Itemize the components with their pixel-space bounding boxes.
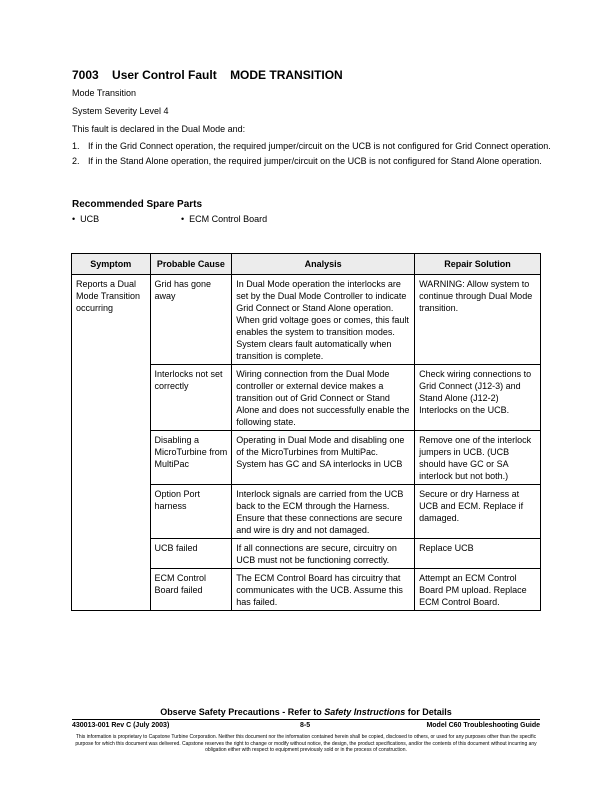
intro-text: This fault is declared in the Dual Mode and: xyxy=(72,124,246,134)
column-header-cause: Probable Cause xyxy=(150,254,232,275)
cause-cell: Disabling a MicroTurbine from MultiPac xyxy=(150,431,232,485)
analysis-cell: If all connections are secure, circuitry on UCB must not be functioning correctly. xyxy=(232,539,415,569)
fault-title xyxy=(72,68,343,82)
repair-cell: Secure or dry Harness at UCB and ECM. Replace if damaged. xyxy=(415,485,541,539)
fault-code: 7003 xyxy=(72,68,99,82)
fault-subtitle: Mode Transition xyxy=(72,88,137,98)
footer-page-number: 8-5 xyxy=(300,722,311,729)
table-header-row xyxy=(72,254,541,275)
cause-cell: Option Port harness xyxy=(150,485,232,539)
safety-instructions-ref: Safety Instructions xyxy=(324,707,406,717)
list-item: 1. If in the Grid Connect operation, the required jumper/circuit on the UCB is not configured for Grid Connect operation. xyxy=(72,141,551,151)
spare-part-item: • ECM Control Board xyxy=(181,214,268,224)
fault-mode-name: MODE TRANSITION xyxy=(230,68,343,82)
symptom-cell: Reports a Dual Mode Transition occurring xyxy=(72,275,151,611)
cause-cell: ECM Control Board failed xyxy=(150,569,232,611)
footer-doc-number: 430013-001 Rev C (July 2003) xyxy=(72,722,170,729)
repair-cell: Attempt an ECM Control Board PM upload. Replace ECM Control Board. xyxy=(415,569,541,611)
fault-title-text: User Control Fault xyxy=(112,68,217,82)
condition-text: If in the Stand Alone operation, the required jumper/circuit on the UCB is not configured for Stand Alone operation. xyxy=(88,156,542,166)
repair-cell: Check wiring connections to Grid Connect (J12-3) and Stand Alone (J12-2) Interlocks on the UCB. xyxy=(415,365,541,431)
table-row xyxy=(72,275,541,365)
spare-part-item: • UCB xyxy=(72,214,100,224)
footer-guide-title: Model C60 Troubleshooting Guide xyxy=(426,722,540,729)
cause-cell: Grid has gone away xyxy=(150,275,232,365)
repair-cell: Replace UCB xyxy=(415,539,541,569)
analysis-cell: In Dual Mode operation the interlocks are set by the Dual Mode Controller to indicate Grid Connect or Stand Alone operation. When grid voltage goes or comes, this fault enables the system to transition modes. System clears fault automatically when transition is complete. xyxy=(232,275,415,365)
severity-level: System Severity Level 4 xyxy=(72,106,169,116)
conditions-list xyxy=(72,140,552,170)
analysis-cell: Interlock signals are carried from the UCB back to the ECM through the Harness. Ensure that these connections are secure and wire is dry and not damaged. xyxy=(232,485,415,539)
repair-cell: Remove one of the interlock jumpers in UCB. (UCB should have GC or SA interlock but not both.) xyxy=(415,431,541,485)
analysis-cell: The ECM Control Board has circuitry that communicates with the UCB. Assume this has failed. xyxy=(232,569,415,611)
condition-text: If in the Grid Connect operation, the required jumper/circuit on the UCB is not configured for Grid Connect operation. xyxy=(88,141,551,151)
analysis-cell: Wiring connection from the Dual Mode controller or external device makes a transition out of Grid Connect or Stand Alone and does not successfully enable the following state. xyxy=(232,365,415,431)
column-header-analysis: Analysis xyxy=(232,254,415,275)
list-item: 2. If in the Stand Alone operation, the required jumper/circuit on the UCB is not configured for Stand Alone operation. xyxy=(72,156,542,166)
column-header-symptom: Symptom xyxy=(72,254,151,275)
safety-note: Observe Safety Precautions - Refer to Safety Instructions for Details xyxy=(160,707,452,717)
cause-cell: UCB failed xyxy=(150,539,232,569)
spare-parts-heading: Recommended Spare Parts xyxy=(72,199,203,210)
cause-cell: Interlocks not set correctly xyxy=(150,365,232,431)
footer-disclaimer: This information is proprietary to Capstone Turbine Corporation. Neither this document nor the information contained herein shall be copied, disclosed to others, or used for any purposes other than the specific purpose for which this document was delivered. Capstone reserves the right to change or modify without notice, the design, the product specifications, and/or the contents of this document without incurring any obligation either with respect to equipment previously sold or in the process of construction. xyxy=(75,734,537,753)
repair-cell: WARNING: Allow system to continue through Dual Mode transition. xyxy=(415,275,541,365)
troubleshooting-table xyxy=(71,253,541,611)
analysis-cell: Operating in Dual Mode and disabling one of the MicroTurbines from MultiPac. System has GC and SA interlocks in UCB xyxy=(232,431,415,485)
footer-divider xyxy=(72,719,540,720)
column-header-repair: Repair Solution xyxy=(415,254,541,275)
